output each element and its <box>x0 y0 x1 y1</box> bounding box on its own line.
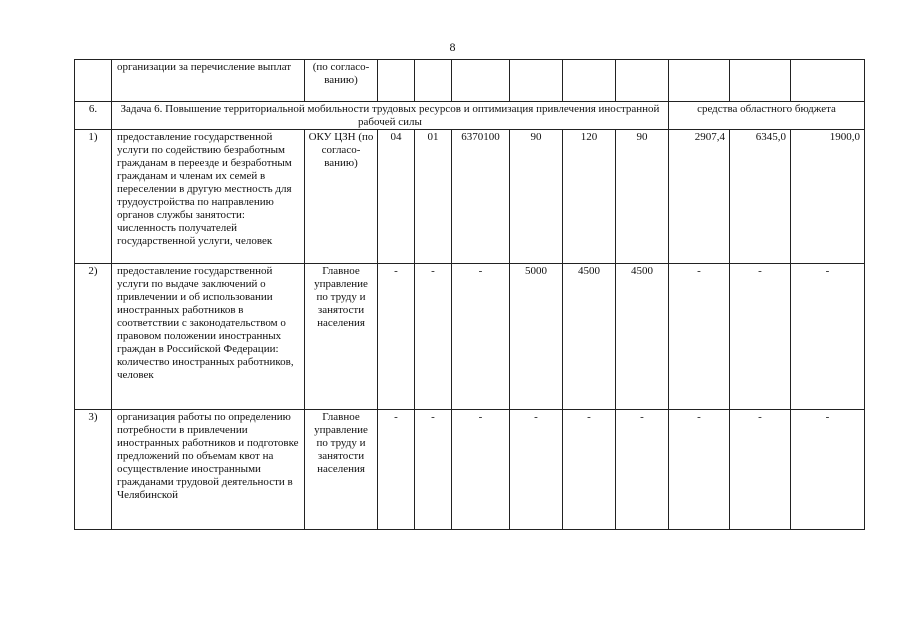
table-row <box>75 130 865 264</box>
empty-cell <box>452 60 510 102</box>
indicator-year3-cell: 4500 <box>616 264 669 410</box>
row-number-cell: 2) <box>75 264 112 410</box>
code-section-cell: - <box>378 410 415 530</box>
row-number-cell: 1) <box>75 130 112 264</box>
empty-cell <box>616 60 669 102</box>
funding-source-cell: средства областного бюджета <box>669 102 865 130</box>
description-cell: предоставление государственной услуги по выдаче заключений о привлечении и об использовании иностранных работников в соответствии с законодательством о правовом положении иностранных граждан в Российской Федерации: количество иностранных работников, человек <box>112 264 305 410</box>
indicator-year1-cell: - <box>510 410 563 530</box>
funding-year1-cell: 2907,4 <box>669 130 730 264</box>
indicator-year3-cell: 90 <box>616 130 669 264</box>
code-subsection-cell: - <box>415 410 452 530</box>
task-title-cell: Задача 6. Повышение территориальной мобильности трудовых ресурсов и оптимизация привлечения иностранной рабочей силы <box>112 102 669 130</box>
table-row <box>75 60 865 102</box>
indicator-year1-cell: 5000 <box>510 264 563 410</box>
program-table <box>74 59 865 530</box>
description-cell: организации за перечисление выплат <box>112 60 305 102</box>
funding-year1-cell: - <box>669 264 730 410</box>
indicator-year3-cell: - <box>616 410 669 530</box>
funding-year2-cell: - <box>730 410 791 530</box>
code-subsection-cell: - <box>415 264 452 410</box>
code-section-cell: - <box>378 264 415 410</box>
funding-year3-cell: 1900,0 <box>791 130 865 264</box>
empty-cell <box>730 60 791 102</box>
code-target-cell: - <box>452 410 510 530</box>
table-row <box>75 264 865 410</box>
empty-cell <box>378 60 415 102</box>
code-section-cell: 04 <box>378 130 415 264</box>
code-subsection-cell: 01 <box>415 130 452 264</box>
indicator-year2-cell: - <box>563 410 616 530</box>
executor-cell: Главное управление по труду и занятости населения <box>305 264 378 410</box>
funding-year2-cell: - <box>730 264 791 410</box>
executor-cell: Главное управление по труду и занятости населения <box>305 410 378 530</box>
table-row <box>75 410 865 530</box>
empty-cell <box>791 60 865 102</box>
task-number-cell: 6. <box>75 102 112 130</box>
funding-year3-cell: - <box>791 264 865 410</box>
indicator-year1-cell: 90 <box>510 130 563 264</box>
row-number-cell: 3) <box>75 410 112 530</box>
indicator-year2-cell: 4500 <box>563 264 616 410</box>
description-cell: предоставление государственной услуги по содействию безработным гражданам в переезде и безработным гражданам и членам их семей в переселении в другую местность для трудоустройства по направлению органов службы занятости: численность получателей государственной услуги, человек <box>112 130 305 264</box>
task-row <box>75 102 865 130</box>
empty-cell <box>563 60 616 102</box>
funding-year2-cell: 6345,0 <box>730 130 791 264</box>
description-cell: организация работы по определению потребности в привлечении иностранных работников и подготовке предложений по объемам квот на осуществление иностранными гражданами трудовой деятельности в Челябинской <box>112 410 305 530</box>
indicator-year2-cell: 120 <box>563 130 616 264</box>
funding-year3-cell: - <box>791 410 865 530</box>
funding-year1-cell: - <box>669 410 730 530</box>
empty-cell <box>510 60 563 102</box>
executor-cell: (по согласо-ванию) <box>305 60 378 102</box>
executor-cell: ОКУ ЦЗН (по согласо-ванию) <box>305 130 378 264</box>
row-number-cell <box>75 60 112 102</box>
page-number: 8 <box>449 40 456 54</box>
code-target-cell: - <box>452 264 510 410</box>
empty-cell <box>669 60 730 102</box>
code-target-cell: 6370100 <box>452 130 510 264</box>
empty-cell <box>415 60 452 102</box>
